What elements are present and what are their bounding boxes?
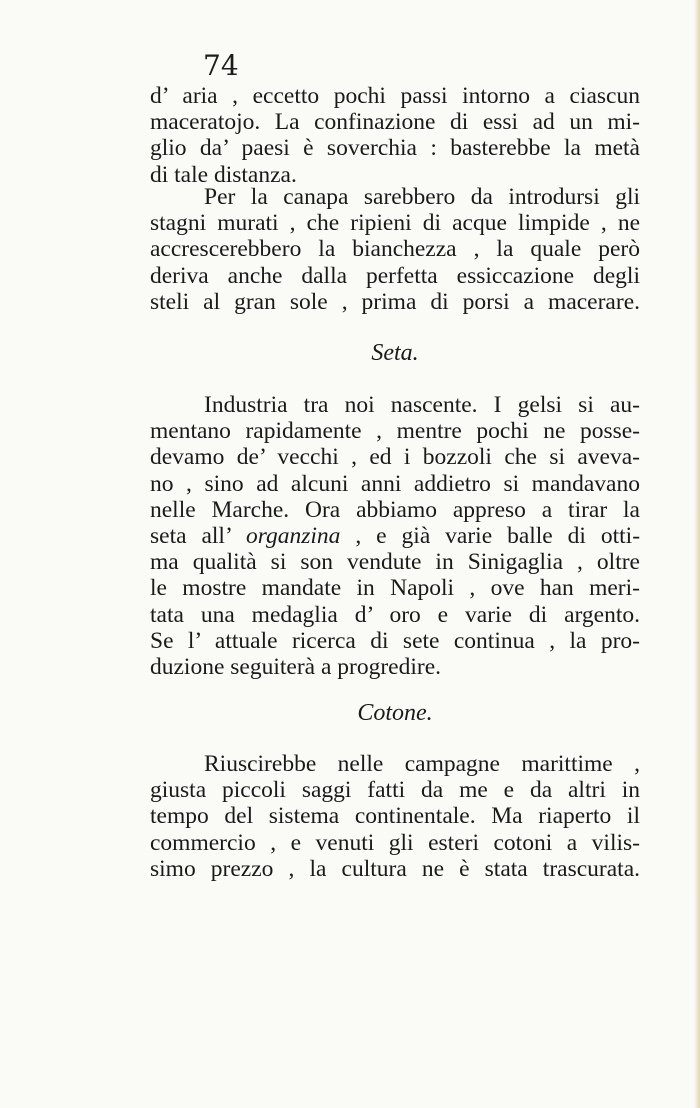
page-edge-shadow <box>694 0 700 1108</box>
paragraph-seta <box>150 392 640 680</box>
text-line: Se l’ attuale ricerca di sete continua , la pro- <box>150 627 640 654</box>
text-line: nelle Marche. Ora abbiamo appreso a tirar la <box>150 496 640 523</box>
text-line: duzione seguiterà a progredire. <box>150 653 442 680</box>
text-line: Riuscirebbe nelle campagne marittime , <box>204 751 640 777</box>
section-heading-cotone: Cotone. <box>357 700 433 726</box>
section-heading-seta: Seta. <box>371 340 419 366</box>
text-line: commercio , e venuti gli esteri cotoni a vilis- <box>150 829 640 856</box>
text-line: Per la canapa sarebbero da introdursi gli <box>204 184 640 210</box>
text-fragment: seta all’ <box>150 522 232 549</box>
italic-term: organzina <box>245 522 341 549</box>
text-fragment: , e già varie balle di otti- <box>355 522 641 549</box>
paragraph-canapa <box>150 184 640 315</box>
text-line: le mostre mandate in Napoli , ove han meri- <box>150 575 640 602</box>
page-number: 74 <box>203 49 239 82</box>
text-line: stagni murati , che ripieni di acque limpide , ne <box>150 210 640 237</box>
text-line: tempo del sistema continentale. Ma riaperto il <box>150 803 640 830</box>
text-line: mentano rapidamente , mentre pochi ne posse- <box>150 418 640 445</box>
paragraph-continuation <box>150 83 640 188</box>
text-line: no , sino ad alcuni anni addietro si mandavano <box>150 470 640 497</box>
text-line: d’ aria , eccetto pochi passi intorno a ciascun <box>150 83 640 109</box>
text-line: di tale distanza. <box>150 161 297 188</box>
text-line: Industria tra noi nascente. I gelsi si au- <box>204 392 640 418</box>
text-line: simo prezzo , la cultura ne è stata trascurata. <box>150 855 640 882</box>
text-line: tata una medaglia d’ oro e varie di argento. <box>150 601 640 628</box>
text-line: deriva anche dalla perfetta essiccazione degli <box>150 262 640 289</box>
text-line: devamo de’ vecchi , ed i bozzoli che si aveva- <box>150 444 640 471</box>
text-line: ma qualità si son vendute in Sinigaglia , oltre <box>150 549 640 576</box>
text-line: glio da’ paesi è soverchia : basterebbe la metà <box>150 135 640 162</box>
text-line-organzina <box>150 523 640 549</box>
text-line: accrescerebbero la bianchezza , la quale però <box>150 236 640 263</box>
text-line: maceratojo. La confinazione di essi ad un mi- <box>150 109 640 136</box>
text-line: giusta piccoli saggi fatti da me e da altri in <box>150 777 640 804</box>
paragraph-cotone <box>150 751 640 882</box>
text-line: steli al gran sole , prima di porsi a macerare. <box>150 288 640 315</box>
